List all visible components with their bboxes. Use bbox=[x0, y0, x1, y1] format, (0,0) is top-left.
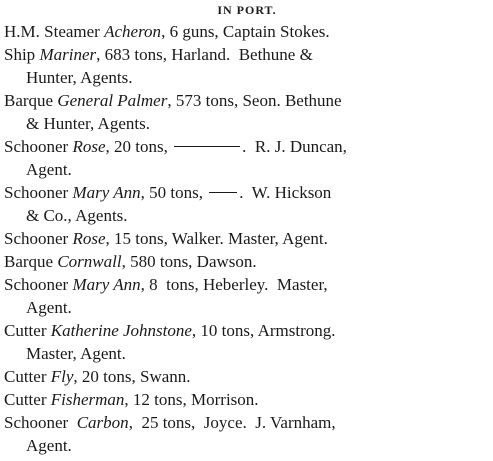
vessel-details: , 683 tons, Harland. Bethune & bbox=[96, 45, 313, 64]
vessel-type: Cutter bbox=[4, 321, 51, 340]
vessel-details: , 20 tons, Swann. bbox=[73, 367, 191, 386]
list-item bbox=[4, 365, 490, 388]
section-heading: IN PORT. bbox=[217, 3, 277, 17]
list-item bbox=[4, 43, 490, 89]
vessel-details: , 25 tons, Joyce. J. Varnham, bbox=[128, 413, 336, 432]
vessel-name: Rose bbox=[72, 229, 106, 248]
list-item bbox=[4, 250, 490, 273]
vessel-type: Schooner bbox=[4, 275, 73, 294]
vessel-details-continued: Agent. bbox=[26, 160, 72, 179]
list-item bbox=[4, 89, 490, 135]
vessel-type: Schooner bbox=[4, 183, 73, 202]
vessel-details: , 6 guns, Captain Stokes. bbox=[161, 22, 330, 41]
list-item bbox=[4, 20, 490, 43]
vessel-details-continued: Hunter, Agents. bbox=[26, 68, 133, 87]
list-item bbox=[4, 273, 490, 319]
vessel-type: Barque bbox=[4, 252, 58, 271]
list-item bbox=[4, 411, 490, 457]
vessel-name: Katherine Johnstone bbox=[50, 321, 192, 340]
vessel-name: Mary Ann bbox=[72, 183, 141, 202]
vessel-name: Mariner bbox=[39, 45, 97, 64]
vessel-type: Barque bbox=[4, 91, 58, 110]
vessel-name: Mary Ann bbox=[72, 275, 141, 294]
vessel-type: Cutter bbox=[4, 390, 51, 409]
vessel-name: Fly bbox=[50, 367, 74, 386]
vessel-details: , 10 tons, Armstrong. bbox=[191, 321, 336, 340]
list-item bbox=[4, 319, 490, 365]
list-item bbox=[4, 181, 490, 227]
vessel-details: , 15 tons, Walker. Master, Agent. bbox=[105, 229, 328, 248]
blank-dash bbox=[174, 146, 240, 147]
in-port-list bbox=[4, 0, 490, 457]
vessel-details: , 8 tons, Heberley. Master, bbox=[140, 275, 328, 294]
vessel-details: , 580 tons, Dawson. bbox=[121, 252, 257, 271]
vessel-name: Rose bbox=[72, 137, 106, 156]
vessel-name: Acheron bbox=[104, 22, 162, 41]
vessel-name: Carbon bbox=[76, 413, 129, 432]
list-item bbox=[4, 388, 490, 411]
vessel-details-continued: Agent. bbox=[26, 298, 72, 317]
vessel-name: Fisherman bbox=[50, 390, 125, 409]
vessel-details-continued: Master, Agent. bbox=[26, 344, 126, 363]
list-item bbox=[4, 135, 490, 181]
vessel-details-continued: & Hunter, Agents. bbox=[26, 114, 150, 133]
vessel-details: , 573 tons, Seon. Bethune bbox=[167, 91, 342, 110]
vessel-type: Schooner bbox=[4, 413, 77, 432]
blank-dash bbox=[209, 192, 237, 193]
vessel-type: Ship bbox=[4, 45, 40, 64]
vessel-type: Schooner bbox=[4, 229, 73, 248]
vessel-details: , 12 tons, Morrison. bbox=[124, 390, 259, 409]
vessel-type: Cutter bbox=[4, 367, 51, 386]
vessel-name: General Palmer bbox=[57, 91, 168, 110]
vessel-agent: . W. Hickson bbox=[239, 183, 332, 202]
list-item bbox=[4, 227, 490, 250]
vessel-details: , 50 tons, bbox=[140, 183, 208, 202]
vessel-agent: . R. J. Duncan, bbox=[242, 137, 347, 156]
vessel-details: , 20 tons, bbox=[105, 137, 173, 156]
vessel-details-continued: Agent. bbox=[26, 436, 72, 455]
vessel-name: Cornwall bbox=[57, 252, 122, 271]
vessel-details-continued: & Co., Agents. bbox=[26, 206, 128, 225]
vessel-type: Schooner bbox=[4, 137, 73, 156]
vessel-type: H.M. Steamer bbox=[4, 22, 105, 41]
